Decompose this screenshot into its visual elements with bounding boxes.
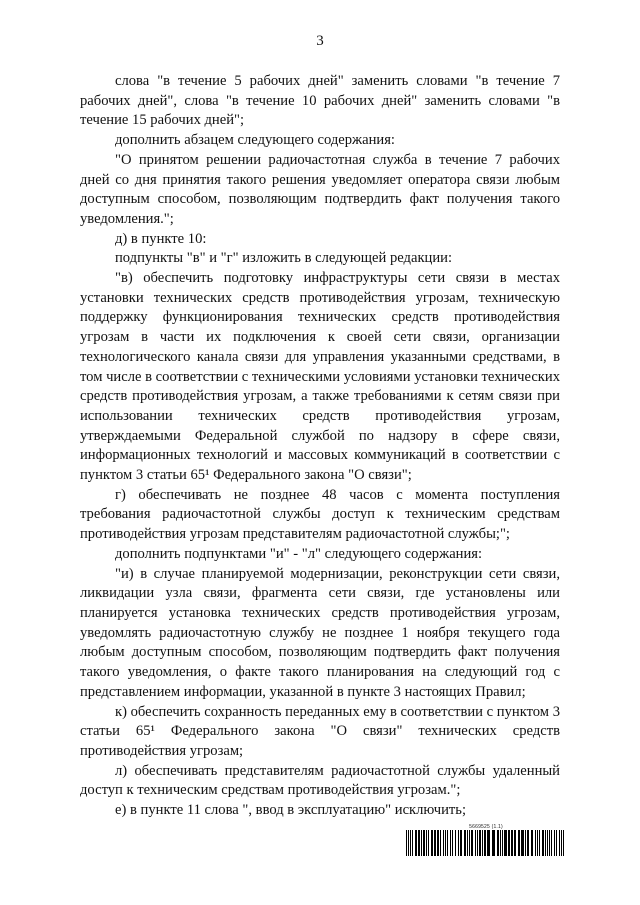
paragraph: к) обеспечить сохранность переданных ему в соответствии с пунктом 3 статьи 65¹ Федерального закона "О связи" технических средств противодействия угрозам; <box>80 703 560 759</box>
paragraph: дополнить подпунктами "и" - "л" следующего содержания: <box>115 545 483 562</box>
paragraph: е) в пункте 11 слова ", ввод в эксплуатацию" исключить; <box>115 802 467 819</box>
paragraph: дополнить абзацем следующего содержания: <box>115 132 395 149</box>
barcode-icon <box>406 830 566 856</box>
barcode-block <box>406 824 566 856</box>
page-number: 3 <box>316 33 324 49</box>
barcode-caption: 5669525 (1.1) <box>469 824 503 830</box>
paragraph: "О принятом решении радиочастотная служба в течение 7 рабочих дней со дня принятия такого решения уведомляет оператора связи любым доступным способом, позволяющим подтвердить факт получения такого уведомления."; <box>80 151 560 227</box>
paragraph: подпункты "в" и "г" изложить в следующей редакции: <box>115 250 453 267</box>
document-body <box>80 72 560 821</box>
paragraph: слова "в течение 5 рабочих дней" заменить словами "в течение 7 рабочих дней", слова "в течение 10 рабочих дней" заменить словами "в течение 15 рабочих дней"; <box>80 73 560 129</box>
paragraph: д) в пункте 10: <box>115 230 207 247</box>
paragraph: л) обеспечивать представителям радиочастотной службы удаленный доступ к техническим средствам противодействия угрозам."; <box>80 762 560 799</box>
paragraph: "в) обеспечить подготовку инфраструктуры сети связи в местах установки технических средств противодействия угрозам, техническую поддержку функционирования технических средств противодействия угрозам в части их подключения к своей сети связи, организации технологического канала связи для управления указанными средствами, в том числе в соответствии с техническими условиями установки технических средств противодействия угрозам, а также требованиями к сетям связи при использовании технических средств противодействия угрозам, утверждаемыми Федеральной службой по надзору в сфере связи, информационных технологий и массовых коммуникаций в соответствии с пунктом 3 статьи 65¹ Федерального закона "О связи"; <box>80 270 560 484</box>
paragraph: "и) в случае планируемой модернизации, реконструкции сети связи, ликвидации узла связи, фрагмента сети связи, где установлены или планируется установка технических средств противодействия угрозам, уведомлять радиочастотную службу не позднее 1 ноября текущего года любым доступным способом, позволяющим подтвердить факт получения такого уведомления, о факте такого планирования на следующий год с представлением информации, указанной в пункте 3 настоящих Правил; <box>80 565 560 700</box>
paragraph: г) обеспечивать не позднее 48 часов с момента поступления требования радиочастотной службы доступ к техническим средствам противодействия угрозам представителям радиочастотной службы;"; <box>80 486 560 543</box>
